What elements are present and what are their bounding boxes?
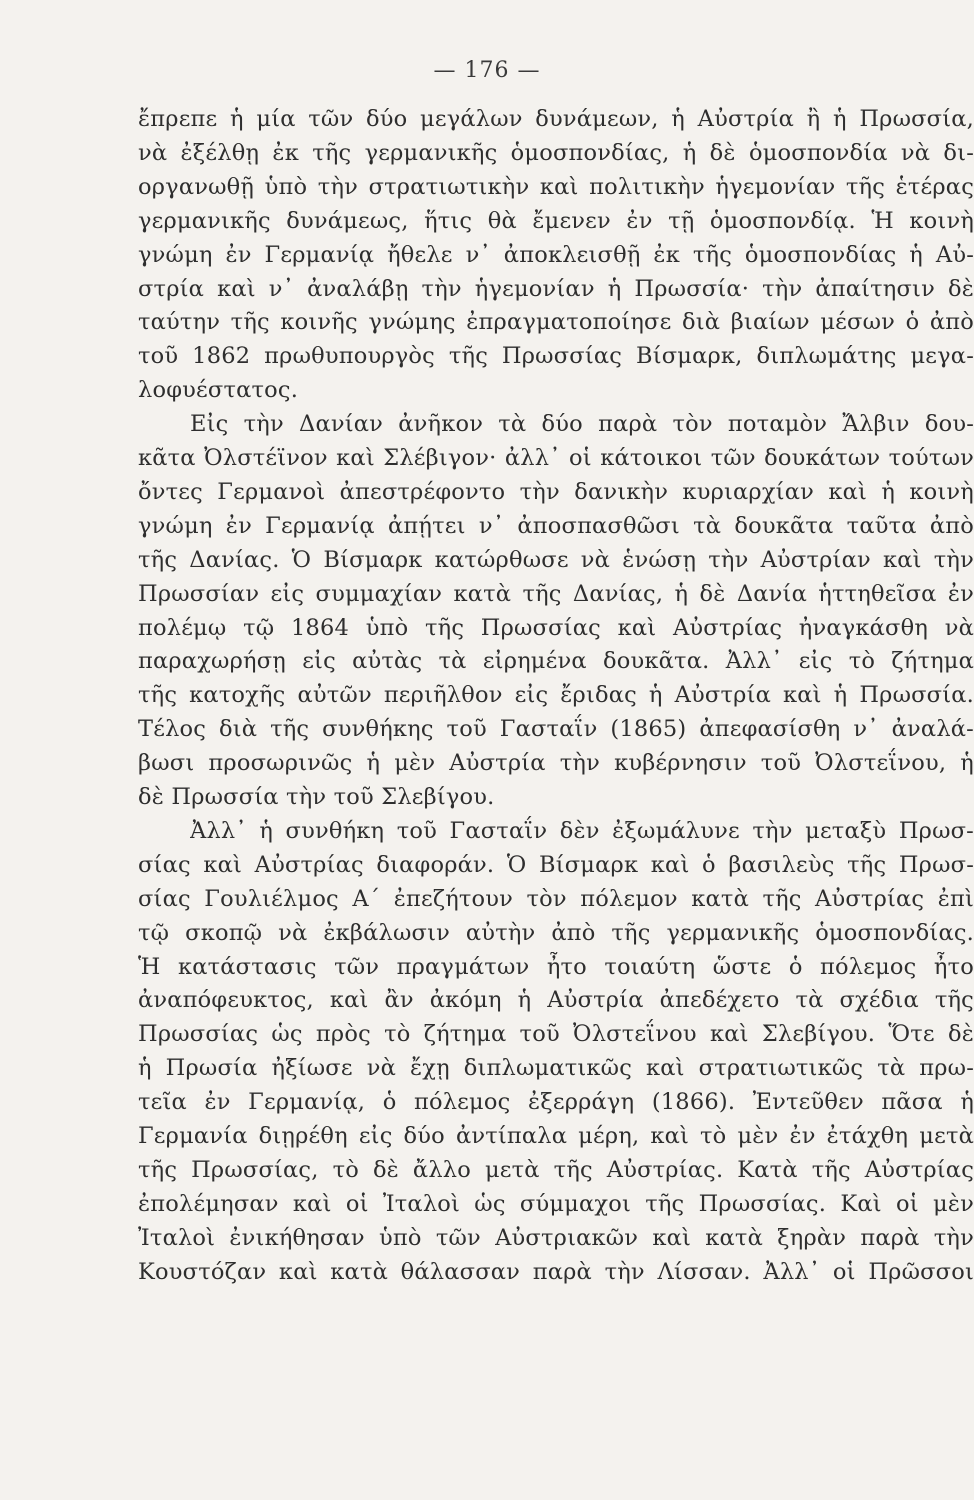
text-line: ὄντες Γερμανοὶ ἀπεστρέφοντο τὴν δανικὴν κυριαρχίαν καὶ ἡ κοινὴ xyxy=(138,478,974,505)
text-line: Γερμανία διῃρέθη εἰς δύο ἀντίπαλα μέρη, καὶ τὸ μὲν ἐν ἐτάχθη μετὰ xyxy=(138,1123,974,1149)
text-line: Κουστόζαν καὶ κατὰ θάλασσαν παρὰ τὴν Λίσσαν. Ἀλλ᾽ οἱ Πρῶσσοι xyxy=(138,1258,974,1285)
text-line: γνώμη ἐν Γερμανίᾳ ἀπῄτει ν᾽ ἀποσπασθῶσι τὰ δουκᾶτα ταῦτα ἀπὸ xyxy=(138,512,974,539)
text-line: Πρωσσίας ὡς πρὸς τὸ ζήτημα τοῦ Ὀλστεΐνου καὶ Σλεβίγου. Ὅτε δὲ xyxy=(138,1021,974,1048)
text-line: τοῦ 1862 πρωθυπουργὸς τῆς Πρωσσίας Βίσμαρκ, διπλωμάτης μεγα- xyxy=(138,343,974,370)
text-line: σίας Γουλιέλμος Α΄ ἐπεζήτουν τὸν πόλεμον κατὰ τῆς Αὐστρίας ἐπὶ xyxy=(138,885,974,912)
text-line: ταύτην τῆς κοινῆς γνώμης ἐπραγματοποίησε διὰ βιαίων μέσων ὁ ἀπὸ xyxy=(138,309,974,336)
text-line: Εἰς τὴν Δανίαν ἀνῆκον τὰ δύο παρὰ τὸν ποταμὸν Ἄλβιν δου- xyxy=(190,411,974,438)
page-number: — 176 — xyxy=(433,58,541,83)
text-line: λοφυέστατος. xyxy=(138,377,299,404)
text-line: βωσι προσωρινῶς ἡ μὲν Αὐστρία τὴν κυβέρνησιν τοῦ Ὀλστεΐνου, ἡ xyxy=(138,750,974,777)
text-line: τεῖα ἐν Γερμανίᾳ, ὁ πόλεμος ἐξερράγη (1866). Ἐντεῦθεν πᾶσα ἡ xyxy=(138,1089,974,1116)
text-line: γνώμη ἐν Γερμανίᾳ ἤθελε ν᾽ ἀποκλεισθῇ ἐκ τῆς ὁμοσπονδίας ἡ Αὐ- xyxy=(138,241,974,268)
text-line: ἡ Πρωσία ἠξίωσε νὰ ἔχῃ διπλωματικῶς καὶ στρατιωτικῶς τὰ πρω- xyxy=(138,1055,974,1082)
text-line: γερμανικῆς δυνάμεως, ἥτις θὰ ἔμενεν ἐν τῇ ὁμοσπονδίᾳ. Ἡ κοινὴ xyxy=(138,207,974,234)
text-line: ἀναπόφευκτος, καὶ ἂν ἀκόμη ἡ Αὐστρία ἀπεδέχετο τὰ σχέδια τῆς xyxy=(138,987,974,1014)
text-line: παραχωρήσῃ εἰς αὐτὰς τὰ εἰρημένα δουκᾶτα. Ἀλλ᾽ εἰς τὸ ζήτημα xyxy=(138,648,974,675)
text-line: Ἀλλ᾽ ἡ συνθήκη τοῦ Γασταΐν δὲν ἐξωμάλυνε τὴν μεταξὺ Πρωσ- xyxy=(190,817,974,844)
text-line: τῷ σκοπῷ νὰ ἐκβάλωσιν αὐτὴν ἀπὸ τῆς γερμανικῆς ὁμοσπονδίας. xyxy=(138,919,974,946)
text-line: τῆς Πρωσσίας, τὸ δὲ ἄλλο μετὰ τῆς Αὐστρίας. Κατὰ τῆς Αὐστρίας xyxy=(138,1156,974,1183)
text-line: τῆς κατοχῆς αὐτῶν περιῆλθον εἰς ἔριδας ἡ Αὐστρία καὶ ἡ Πρωσσία. xyxy=(138,682,974,709)
text-line: σίας καὶ Αὐστρίας διαφοράν. Ὁ Βίσμαρκ καὶ ὁ βασιλεὺς τῆς Πρωσ- xyxy=(138,851,974,878)
text-line: Ἰταλοὶ ἐνικήθησαν ὑπὸ τῶν Αὐστριακῶν καὶ κατὰ ξηρὰν παρὰ τὴν xyxy=(138,1224,974,1251)
text-line: ἐπολέμησαν καὶ οἱ Ἰταλοὶ ὡς σύμμαχοι τῆς Πρωσσίας. Καὶ οἱ μὲν xyxy=(138,1190,974,1217)
text-line: κᾶτα Ὀλστέϊνον καὶ Σλέβιγον· ἀλλ᾽ οἱ κάτοικοι τῶν δουκάτων τούτων xyxy=(138,445,974,471)
text-line: Ἡ κατάστασις τῶν πραγμάτων ἦτο τοιαύτη ὥστε ὁ πόλεμος ἦτο xyxy=(138,953,974,980)
text-line: τῆς Δανίας. Ὁ Βίσμαρκ κατώρθωσε νὰ ἑνώσῃ τὴν Αὐστρίαν καὶ τὴν xyxy=(138,546,974,573)
text-line: πολέμῳ τῷ 1864 ὑπὸ τῆς Πρωσσίας καὶ Αὐστρίας ἠναγκάσθη νὰ xyxy=(138,614,974,641)
text-line: Πρωσσίαν εἰς συμμαχίαν κατὰ τῆς Δανίας, ἡ δὲ Δανία ἡττηθεῖσα ἐν xyxy=(138,580,974,607)
text-line: στρία καὶ ν᾽ ἀναλάβῃ τὴν ἡγεμονίαν ἡ Πρωσσία· τὴν ἀπαίτησιν δὲ xyxy=(138,275,974,302)
text-line: οργανωθῇ ὑπὸ τὴν στρατιωτικὴν καὶ πολιτικὴν ἡγεμονίαν τῆς ἑτέρας xyxy=(138,173,974,200)
text-line: νὰ ἐξέλθῃ ἐκ τῆς γερμανικῆς ὁμοσπονδίας, ἡ δὲ ὁμοσπονδία νὰ δι- xyxy=(138,139,974,166)
text-line: δὲ Πρωσσία τὴν τοῦ Σλεβίγου. xyxy=(138,784,495,810)
text-line: ἔπρεπε ἡ μία τῶν δύο μεγάλων δυνάμεων, ἡ Αὐστρία ἢ ἡ Πρωσσία, xyxy=(138,106,974,132)
text-line: Τέλος διὰ τῆς συνθήκης τοῦ Γασταΐν (1865) ἀπεφασίσθη ν᾽ ἀναλά- xyxy=(138,716,974,743)
